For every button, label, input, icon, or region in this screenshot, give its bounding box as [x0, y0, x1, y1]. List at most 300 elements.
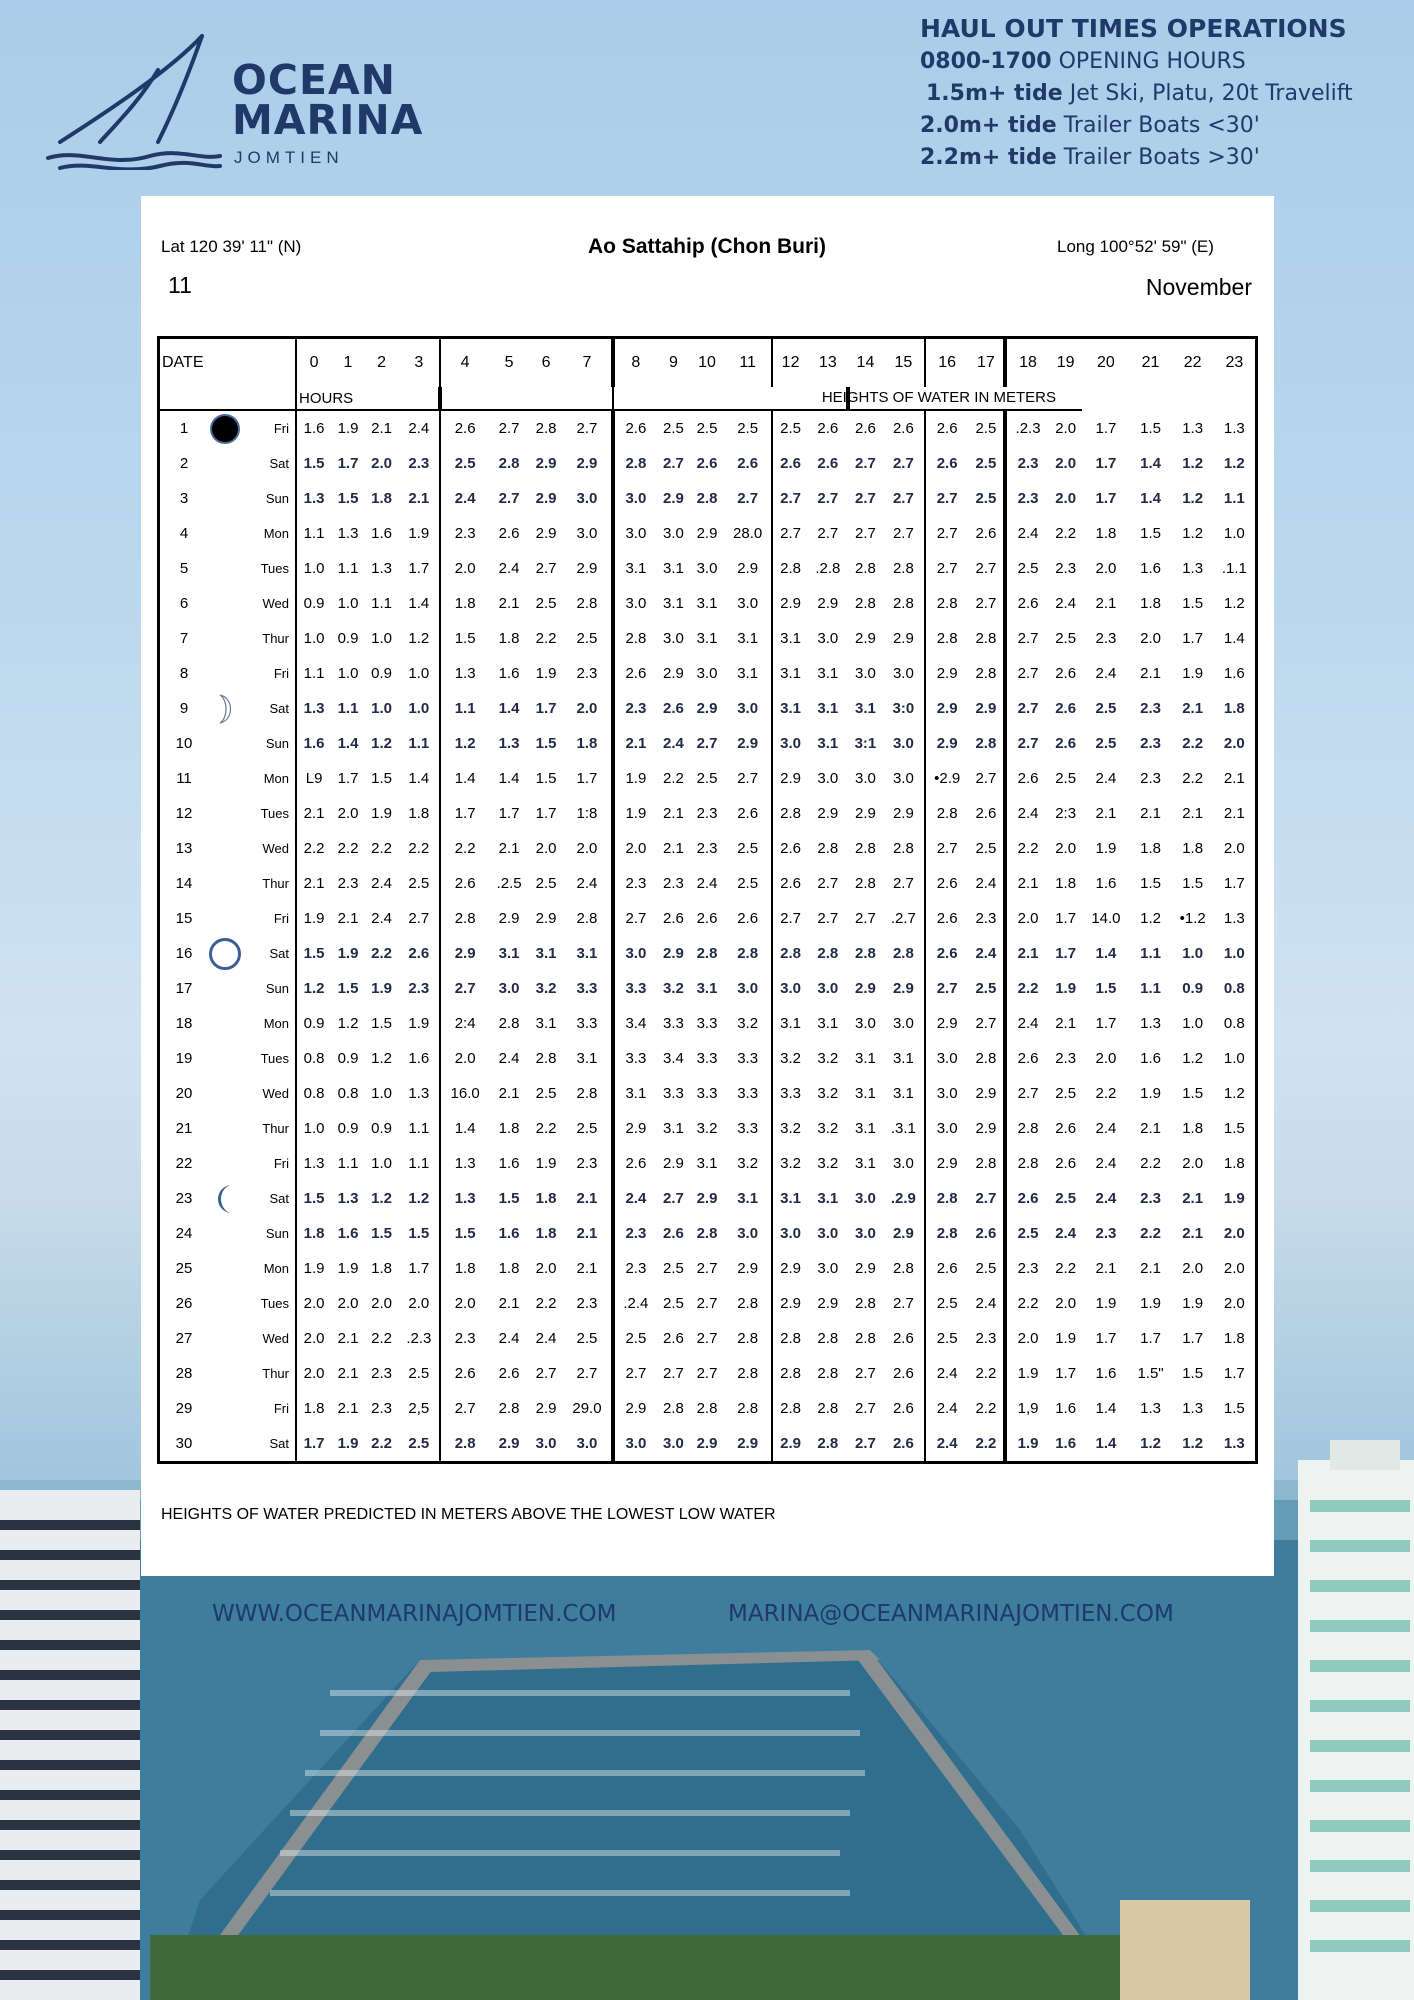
- tide-row: [159, 446, 1257, 481]
- tide-height-cell: 1.6: [1223, 665, 1245, 682]
- tide-height-cell: 2.9: [535, 455, 557, 472]
- tide-height-cell: 1.6: [1095, 875, 1117, 892]
- moon-phase-cell: [208, 1111, 242, 1146]
- tide-height-cell: 3.1: [696, 1155, 718, 1172]
- date-cell: 12: [175, 805, 193, 822]
- tide-height-cell: 1.5: [1182, 1085, 1204, 1102]
- tide-height-cell: 3.1: [855, 1085, 876, 1102]
- tide-height-cell: 2.2: [1182, 770, 1204, 787]
- tide-height-cell: 1.9: [535, 1155, 557, 1172]
- tide-height-cell: 2.0: [371, 1295, 393, 1312]
- tide-height-cell: 2.5: [663, 1295, 684, 1312]
- tide-height-cell: 2.7: [817, 910, 839, 927]
- tide-height-cell: 3.1: [855, 1155, 876, 1172]
- weekday-cell: Sat: [269, 1191, 289, 1206]
- tide-height-cell: 2.0: [408, 1295, 430, 1312]
- tide-height-cell: 2.8: [772, 936, 807, 971]
- tide-height-cell: 2.7: [892, 1295, 914, 1312]
- tide-height-cell: 2.5: [1055, 770, 1077, 787]
- tide-height-cell: 1.7: [1055, 910, 1077, 927]
- tide-height-cell: 2.3: [576, 665, 598, 682]
- tide-height-cell: 1.7: [296, 1426, 331, 1463]
- email-link[interactable]: MARINA@OCEANMARINAJOMTIEN.COM: [728, 1601, 1174, 1627]
- last-quarter-moon-icon: [208, 1182, 242, 1216]
- tide-height-cell: 2.8: [498, 1015, 520, 1032]
- tide-height-cell: 1.5: [1140, 419, 1161, 437]
- tide-height-cell: 2.6: [696, 455, 718, 472]
- tide-height-cell: 2.7: [696, 1365, 718, 1382]
- tide-height-cell: 2.6: [1055, 665, 1077, 682]
- date-cell: 11: [176, 770, 192, 787]
- tide-height-cell: 3.0: [892, 665, 914, 682]
- tide-height-cell: 1.4: [1223, 630, 1245, 647]
- tide-height-cell: 3.3: [613, 1041, 657, 1076]
- weekday-cell: Mon: [263, 526, 289, 541]
- tide-height-cell: 3.0: [737, 980, 759, 997]
- tide-height-cell: 1.3: [337, 525, 359, 542]
- tide-height-cell: 1.9: [296, 1251, 331, 1286]
- tide-height-cell: 1.5: [498, 1190, 520, 1207]
- weekday-cell: Mon: [263, 1261, 289, 1276]
- moon-phase-cell: [208, 831, 242, 866]
- date-cell: 14: [175, 875, 193, 892]
- tide-height-cell: 2.7: [892, 490, 914, 507]
- tide-height-cell: .1.1: [1221, 560, 1247, 577]
- tide-height-cell: 3.2: [817, 1050, 839, 1067]
- tide-height-cell: 2.8: [772, 1356, 807, 1391]
- tide-row: [159, 866, 1257, 901]
- hour-header-cell: 19: [1056, 354, 1075, 371]
- tide-height-cell: 2.9: [892, 980, 914, 997]
- month-name: November: [1145, 274, 1252, 300]
- tide-height-cell: 0.8: [1223, 980, 1245, 997]
- tide-height-cell: 1.5: [1182, 595, 1204, 612]
- tide-height-cell: 3.0: [613, 516, 657, 551]
- tide-height-cell: 3.1: [737, 630, 759, 647]
- tide-row: [159, 1321, 1257, 1356]
- tide-height-cell: 2.8: [576, 1085, 598, 1102]
- tide-height-cell: 3.1: [696, 980, 718, 997]
- tide-height-cell: 2.3: [1005, 481, 1049, 516]
- tide-height-cell: 1.1: [408, 1155, 430, 1172]
- tide-height-cell: 2.0: [1140, 630, 1161, 647]
- website-link[interactable]: WWW.OCEANMARINAJOMTIEN.COM: [212, 1601, 617, 1627]
- tide-height-cell: 2.9: [663, 1155, 684, 1172]
- tide-height-cell: 2.6: [663, 910, 684, 927]
- date-cell: 26: [175, 1295, 193, 1312]
- hour-header-cell: 8: [613, 338, 657, 388]
- tide-height-cell: 1.9: [1005, 1356, 1049, 1391]
- tide-height-cell: 2.9: [663, 665, 684, 682]
- hour-header-cell: 15: [894, 354, 913, 371]
- tide-height-cell: 1.4: [440, 761, 489, 796]
- tide-row: [159, 1041, 1257, 1076]
- tide-height-cell: 1.7: [1095, 490, 1117, 507]
- tide-height-cell: 2.6: [772, 831, 807, 866]
- tide-height-cell: 3.1: [772, 1006, 807, 1041]
- weekday-cell: Wed: [262, 1331, 289, 1346]
- tide-height-cell: 3.1: [535, 1015, 557, 1032]
- moon-phase-cell: [208, 1076, 242, 1111]
- tide-height-cell: 1.0: [371, 700, 393, 717]
- tide-height-cell: 1.7: [337, 770, 359, 787]
- tide-height-cell: 1.5: [337, 980, 359, 997]
- haul-row-bold: 1.5m+ tide: [926, 81, 1063, 106]
- tide-height-cell: 1.9: [1140, 1085, 1161, 1102]
- tide-row: [159, 1216, 1257, 1251]
- tide-height-cell: 2.4: [663, 735, 684, 752]
- tide-height-cell: 1.8: [408, 805, 430, 822]
- tide-height-cell: 3.1: [663, 560, 684, 577]
- haul-row-bold: 2.2m+ tide: [920, 145, 1057, 170]
- tide-height-cell: 2.1: [1182, 1225, 1204, 1242]
- tide-height-cell: 2.3: [613, 1216, 657, 1251]
- tide-height-cell: 2.0: [296, 1321, 331, 1356]
- tide-height-cell: 1.3: [1182, 1400, 1204, 1417]
- weekday-cell: Mon: [263, 1016, 289, 1031]
- tide-height-cell: 1.4: [440, 1111, 489, 1146]
- tide-height-cell: 1.9: [535, 665, 557, 682]
- tide-height-cell: 2.5: [440, 446, 489, 481]
- tide-height-cell: 2.4: [1005, 796, 1049, 831]
- tide-height-cell: 3.1: [892, 1085, 914, 1102]
- hour-header-cell: 21: [1141, 354, 1160, 371]
- tide-height-cell: 2.6: [440, 866, 489, 901]
- tide-height-cell: 2.5: [1055, 1190, 1077, 1207]
- tide-height-cell: 1.5: [535, 735, 557, 752]
- tide-height-cell: 1.3: [440, 1146, 489, 1181]
- tide-height-cell: 1.5: [1182, 875, 1204, 892]
- tide-height-cell: 3.0: [576, 525, 598, 542]
- tide-row: [159, 1146, 1257, 1181]
- tide-height-cell: 1.8: [440, 1251, 489, 1286]
- tide-height-cell: 2.5: [535, 595, 557, 612]
- tide-height-cell: 1.1: [371, 595, 393, 612]
- tide-height-cell: 2.7: [817, 875, 839, 892]
- hour-header-cell: 16: [925, 338, 969, 388]
- tide-height-cell: 2.9: [535, 490, 557, 507]
- tide-height-cell: 2.8: [737, 945, 759, 962]
- tide-height-cell: 2.2: [975, 1435, 997, 1452]
- tide-height-cell: 2.3: [1005, 1251, 1049, 1286]
- tide-height-cell: 2.8: [576, 595, 598, 612]
- tide-height-cell: 2.0: [440, 1286, 489, 1321]
- tide-height-cell: 1.3: [440, 656, 489, 691]
- tide-height-cell: 1.8: [576, 735, 598, 752]
- moon-phase-cell: [208, 1426, 242, 1463]
- tide-height-cell: 2.4: [925, 1356, 969, 1391]
- tide-height-cell: 1.6: [1055, 1435, 1077, 1452]
- weekday-cell: Sat: [269, 701, 289, 716]
- tide-height-cell: 2.2: [1182, 735, 1204, 752]
- haul-row-text: OPENING HOURS: [1051, 49, 1246, 74]
- tide-height-cell: 3.1: [498, 945, 520, 962]
- tide-height-cell: 2.9: [737, 1435, 759, 1452]
- haul-row-text: Trailer Boats <30': [1056, 113, 1260, 138]
- tide-height-cell: 1.6: [1140, 560, 1161, 577]
- tide-height-cell: 2.7: [855, 525, 876, 542]
- tide-height-cell: 3.1: [817, 1015, 839, 1032]
- tide-height-cell: 2.7: [975, 595, 997, 612]
- date-cell: 13: [175, 840, 193, 857]
- tide-height-cell: 1:8: [576, 805, 598, 822]
- tide-height-cell: 1.7: [1182, 630, 1204, 647]
- tide-height-cell: 1.1: [1223, 490, 1245, 507]
- tide-height-cell: 2.6: [663, 1225, 684, 1242]
- tide-height-cell: 2.7: [440, 971, 489, 1006]
- tide-height-cell: 1.4: [498, 700, 520, 717]
- tide-height-cell: 2.5: [975, 1260, 997, 1277]
- tide-height-cell: 2.7: [737, 490, 759, 507]
- tide-row: [159, 761, 1257, 796]
- tide-height-cell: 2.1: [1140, 1120, 1161, 1137]
- tide-height-cell: 1.9: [337, 945, 359, 962]
- tide-height-cell: 2.7: [855, 910, 876, 927]
- tide-height-cell: 1.5: [1223, 1400, 1245, 1417]
- hours-label: HOURS: [296, 387, 440, 410]
- tide-height-cell: 2.1: [1095, 595, 1117, 612]
- tide-height-cell: 2.6: [737, 910, 759, 927]
- tide-height-cell: 2,5: [408, 1400, 430, 1417]
- tide-height-cell: 1.8: [498, 1120, 520, 1137]
- tide-height-cell: 3.0: [613, 936, 657, 971]
- tide-height-cell: 1.0: [1223, 1050, 1245, 1067]
- tide-height-cell: 1.1: [1140, 945, 1161, 962]
- tide-row: [159, 1076, 1257, 1111]
- tide-height-cell: 2.3: [1140, 1190, 1161, 1207]
- tide-height-cell: 1.8: [296, 1391, 331, 1426]
- moon-phase-cell: [208, 586, 242, 621]
- tide-height-cell: 2.8: [772, 796, 807, 831]
- tide-height-cell: 2.6: [498, 525, 520, 542]
- tide-height-cell: 2.8: [1005, 1146, 1049, 1181]
- tide-height-cell: 3.3: [613, 971, 657, 1006]
- tide-height-cell: 2.8: [975, 665, 997, 682]
- tide-height-cell: 2.9: [696, 525, 718, 542]
- tide-height-cell: 1.5: [296, 1181, 331, 1216]
- tide-height-cell: 2.7: [925, 551, 969, 586]
- tide-height-cell: 2.2: [975, 1365, 997, 1382]
- tide-height-cell: 3.0: [925, 1076, 969, 1111]
- tide-height-cell: 3.0: [576, 1435, 598, 1452]
- tide-row: [159, 971, 1257, 1006]
- tide-height-cell: .2.8: [815, 560, 841, 577]
- tide-height-cell: 3.0: [855, 1225, 876, 1242]
- tide-row: [159, 1391, 1257, 1426]
- tide-height-cell: 2.1: [498, 1295, 520, 1312]
- tide-height-cell: 2.3: [1055, 560, 1077, 577]
- tide-height-cell: 2.9: [576, 455, 598, 472]
- tide-height-cell: 2.8: [975, 735, 997, 752]
- weekday-cell: Tues: [260, 561, 289, 576]
- tide-height-cell: 2.9: [817, 1295, 839, 1312]
- tide-height-cell: 0.9: [337, 1120, 359, 1137]
- tide-height-cell: 3.3: [663, 1015, 684, 1032]
- tide-height-cell: 2.3: [975, 1330, 997, 1347]
- date-cell: 18: [175, 1015, 193, 1032]
- date-cell: 21: [175, 1120, 193, 1137]
- tide-height-cell: 2.7: [855, 455, 876, 472]
- tide-height-cell: 1.0: [1223, 945, 1245, 962]
- tide-height-cell: 2.8: [925, 1216, 969, 1251]
- tide-height-cell: 3.0: [696, 560, 718, 577]
- tide-height-cell: 2.0: [440, 1041, 489, 1076]
- tide-height-cell: 1.5: [440, 621, 489, 656]
- moon-phase-cell: [208, 1391, 242, 1426]
- moon-phase-cell: [208, 1181, 242, 1216]
- tide-height-cell: 3.0: [498, 980, 520, 997]
- hour-header-cell: 6: [541, 354, 551, 371]
- tide-height-cell: 1.4: [408, 595, 430, 612]
- tide-row: [159, 586, 1257, 621]
- tide-height-cell: 2.6: [925, 1251, 969, 1286]
- tide-height-cell: 2.6: [772, 446, 807, 481]
- date-cell: 6: [179, 595, 189, 612]
- tide-height-cell: 2.5: [975, 455, 997, 472]
- tide-height-cell: 2.9: [975, 700, 997, 717]
- tide-height-cell: 2.8: [817, 1330, 839, 1347]
- tide-row: [159, 796, 1257, 831]
- tide-height-cell: 2.6: [892, 1435, 914, 1452]
- tide-height-cell: 3.0: [817, 770, 839, 787]
- tide-height-cell: 3.1: [855, 1050, 876, 1067]
- date-cell: 10: [175, 735, 193, 752]
- tide-height-cell: 1.1: [440, 691, 489, 726]
- tide-height-cell: 1.8: [498, 1260, 520, 1277]
- tide-height-cell: 2.9: [925, 656, 969, 691]
- tide-height-cell: 2.8: [817, 1435, 839, 1452]
- tide-height-cell: 3.0: [696, 665, 718, 682]
- tide-height-cell: 2.8: [663, 1400, 684, 1417]
- tide-height-cell: 2.0: [296, 1356, 331, 1391]
- tide-height-cell: 2.2: [371, 1330, 393, 1347]
- tide-height-cell: 2.8: [975, 630, 997, 647]
- tide-height-cell: 3.2: [817, 1155, 839, 1172]
- tide-height-cell: 2.6: [613, 1146, 657, 1181]
- moon-phase-cell: [208, 761, 242, 796]
- tide-height-cell: 2.4: [1005, 1006, 1049, 1041]
- tide-height-cell: 1.3: [408, 1085, 430, 1102]
- tide-height-cell: 1.0: [371, 1155, 393, 1172]
- date-cell: 22: [175, 1155, 193, 1172]
- tide-height-cell: 2.9: [772, 1426, 807, 1463]
- tide-height-cell: 1.2: [371, 735, 393, 752]
- date-cell: 7: [179, 630, 189, 647]
- weekday-cell: Sat: [269, 946, 289, 961]
- table-footnote: HEIGHTS OF WATER PREDICTED IN METERS ABOVE THE LOWEST LOW WATER: [161, 1506, 776, 1523]
- moon-phase-cell: [208, 516, 242, 551]
- tide-table: [157, 336, 1258, 1464]
- tide-height-cell: 2.1: [1005, 866, 1049, 901]
- tide-height-cell: 2.1: [498, 1085, 520, 1102]
- tide-height-cell: 3.1: [772, 621, 807, 656]
- heights-label: HEIGHTS OF WATER IN METERS: [821, 389, 1056, 406]
- tide-height-cell: 2.1: [1182, 805, 1204, 822]
- tide-height-cell: .3.1: [890, 1120, 916, 1137]
- tide-row: [159, 691, 1257, 726]
- tide-height-cell: 3.1: [817, 1190, 839, 1207]
- haul-row: [920, 142, 1353, 174]
- tide-height-cell: 1.3: [1140, 1400, 1161, 1417]
- tide-height-cell: 1.2: [371, 1190, 393, 1207]
- tide-height-cell: 2.4: [925, 1391, 969, 1426]
- tide-height-cell: 1.7: [440, 796, 489, 831]
- tide-height-cell: 2.3: [1095, 630, 1117, 647]
- date-cell: 25: [175, 1260, 193, 1277]
- tide-height-cell: 1.7: [1055, 1365, 1077, 1382]
- hour-header-cell: 1: [343, 354, 353, 371]
- tide-height-cell: 2.8: [696, 490, 718, 507]
- tide-height-cell: 2.9: [535, 525, 557, 542]
- tide-height-cell: 2.8: [696, 1225, 718, 1242]
- tide-height-cell: 2.0: [613, 831, 657, 866]
- date-column-header: DATE: [162, 354, 204, 371]
- tide-height-cell: 2.3: [408, 455, 430, 472]
- tide-height-cell: 3.1: [817, 735, 839, 752]
- tide-height-cell: 1.7: [1095, 455, 1117, 472]
- tide-height-cell: 2.1: [663, 805, 684, 822]
- tide-height-cell: 1.5: [371, 770, 393, 787]
- tide-height-cell: 1.0: [371, 630, 393, 647]
- tide-height-cell: 3:1: [854, 735, 877, 752]
- tide-height-cell: 2.1: [1055, 1015, 1077, 1032]
- tide-height-cell: 2.7: [535, 560, 557, 577]
- tide-height-cell: 2.6: [1055, 1155, 1077, 1172]
- moon-phase-cell: [208, 410, 242, 446]
- tide-height-cell: 2.8: [817, 1400, 839, 1417]
- tide-height-cell: 2.6: [925, 446, 969, 481]
- haul-out-info: [920, 12, 1353, 174]
- tide-height-cell: 2.0: [1095, 560, 1117, 577]
- tide-height-cell: 2.5: [737, 875, 759, 892]
- tide-height-cell: 3.0: [613, 1426, 657, 1463]
- tide-height-cell: 2.9: [737, 735, 759, 752]
- moon-phase-cell: [208, 446, 242, 481]
- tide-height-cell: 2.7: [576, 420, 598, 437]
- tide-height-cell: 2.0: [296, 1286, 331, 1321]
- tide-height-cell: 1.8: [498, 630, 520, 647]
- tide-height-cell: 3.1: [892, 1050, 914, 1067]
- tide-height-cell: 1.7: [1223, 875, 1245, 892]
- tide-height-cell: 2.9: [696, 1435, 718, 1452]
- tide-height-cell: 1.7: [408, 560, 430, 577]
- tide-height-cell: 2.1: [337, 910, 359, 927]
- tide-height-cell: 1.7: [1055, 945, 1077, 962]
- tide-height-cell: 2.7: [925, 971, 969, 1006]
- tide-height-cell: 2.9: [498, 910, 520, 927]
- heights-label-cell: [613, 387, 1056, 410]
- weekday-cell: Sun: [265, 1226, 289, 1241]
- tide-height-cell: 2.0: [1223, 1260, 1245, 1277]
- tide-height-cell: 2.8: [613, 446, 657, 481]
- tide-height-cell: 2.7: [408, 910, 430, 927]
- tide-height-cell: 1.5: [371, 1015, 393, 1032]
- tide-height-cell: 2.7: [498, 490, 520, 507]
- tide-height-cell: •1.2: [1179, 910, 1206, 927]
- tide-height-cell: 1.2: [408, 1190, 430, 1207]
- tide-height-cell: 2.1: [1095, 1260, 1117, 1277]
- weekday-cell: Wed: [262, 841, 289, 856]
- tide-height-cell: 1.3: [440, 1181, 489, 1216]
- tide-height-cell: 1.8: [1140, 595, 1161, 612]
- tide-height-cell: 2.6: [817, 420, 839, 437]
- tide-height-cell: 2.5: [576, 1120, 598, 1137]
- tide-height-cell: 2.9: [696, 700, 718, 717]
- tide-height-cell: 1.0: [296, 551, 331, 586]
- tide-height-cell: 2.9: [498, 1435, 520, 1452]
- tide-height-cell: 0.8: [296, 1041, 331, 1076]
- tide-height-cell: 1.5: [371, 1225, 393, 1242]
